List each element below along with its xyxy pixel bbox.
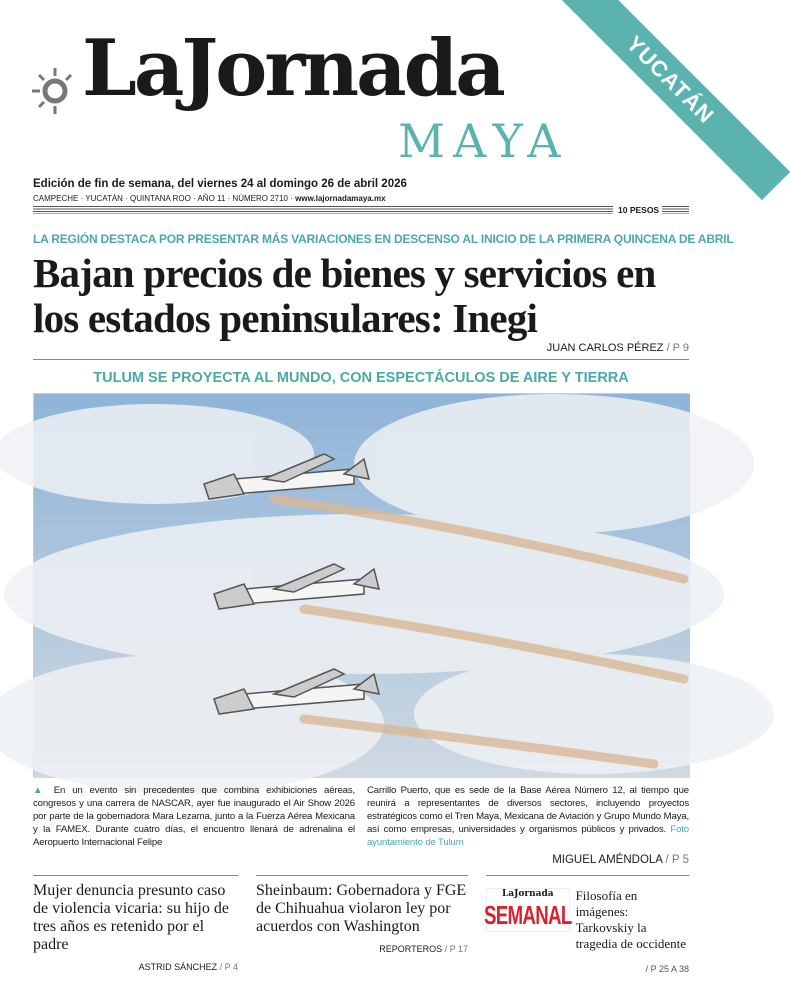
story-column (256, 875, 468, 976)
photo-credit: Foto ayuntamiento de Tulum (367, 824, 689, 848)
author: JUAN CARLOS PÉREZ (546, 342, 664, 354)
region-ribbon: YUCATÁN (550, 0, 790, 200)
author: MIGUEL AMÉNDOLA (552, 854, 663, 866)
triangle-up-icon: ▲ (33, 785, 47, 796)
page-ref: / P 17 (444, 944, 468, 954)
supplement-name: SEMANAL (484, 900, 572, 930)
author: ASTRID SÁNCHEZ (138, 962, 218, 972)
website-link[interactable]: www.lajornadamaya.mx (295, 194, 386, 203)
photo-byline (33, 853, 689, 867)
states: CAMPECHE · YUCATÁN · QUINTANA ROO · AÑO 11 · NÚMERO 2710 · (33, 194, 296, 203)
logo-subtitle: MAYA (398, 114, 569, 168)
logo: LaJornada (82, 23, 503, 114)
divider (33, 206, 613, 214)
story-byline (256, 942, 468, 956)
page-ref: / P 9 (666, 342, 689, 354)
edition-date: Edición de fin de semana, del viernes 24 al domingo 26 de abril 2026 (33, 178, 407, 190)
divider (33, 359, 689, 360)
photo-captions (33, 784, 689, 849)
story-headline[interactable]: Filosofía en imágenes: Tarkovskiy la tragedia de occidente (575, 888, 686, 951)
lead-byline (33, 341, 689, 355)
photo-caption-left (33, 784, 355, 849)
sun-logo-icon (30, 66, 80, 116)
photo-story-title[interactable]: TULUM SE PROYECTA AL MUNDO, CON ESPECTÁCULOS DE AIRE Y TIERRA (93, 370, 629, 386)
price: 10 PESOS (618, 205, 660, 215)
semanal-block (486, 888, 689, 952)
supplement-small: LaJornada (501, 889, 554, 899)
author: REPORTEROS (379, 944, 443, 954)
caption-text: En un evento sin precedentes que combina exhibiciones aéreas, congresos y una carrera de NASCAR, ayer fue inaugurado el Air Show 2026 por parte de la gobernadora Mara Lezama, junto a la Fuerza Aérea Mexicana y la FAMEX. Durante cuatro días, el encuentro llenará de adrenalina el Aeropuerto Internacional Felipe (33, 785, 355, 848)
page-ref: / P 4 (219, 962, 238, 972)
story-headline[interactable]: Sheinbaum: Gobernadora y FGE de Chihuahua violaron ley por acuerdos con Washington (256, 882, 467, 935)
story-column (486, 875, 689, 976)
lead-kicker: LA REGIÓN DESTACA POR PRESENTAR MÁS VARIACIONES EN DESCENSO AL INICIO DE LA PRIMERA QUINCENA DE ABRIL (33, 232, 734, 246)
divider (256, 875, 468, 876)
story-headline[interactable]: Mujer denuncia presunto caso de violencia vicaria: su hijo de tres años es retenido por el padre (33, 882, 229, 953)
divider (33, 875, 238, 876)
divider (486, 875, 689, 876)
story-column (33, 875, 238, 976)
story-byline (33, 960, 238, 974)
divider (662, 206, 689, 214)
secondary-stories (33, 875, 689, 976)
main-content (33, 232, 734, 976)
lead-headline[interactable]: Bajan precios de bienes y servicios en los estados peninsulares: Inegi (33, 250, 656, 341)
photo-caption-right (367, 784, 689, 849)
page-ref: / P 5 (665, 854, 689, 866)
edition-info (33, 194, 386, 203)
caption-text: Carrillo Puerto, que es sede de la Base Aérea Número 12, al tiempo que reunirá a representantes de diversos sectores, incluyendo proyectos estratégicos como el Tren Maya, Mexicana de Aviación y Grupo Mundo Maya, así como empresas, universidades y organismos públicos y privados. (367, 785, 689, 835)
page-ref: / P 25 A 38 (645, 964, 689, 974)
semanal-logo (486, 888, 570, 932)
airshow-photo (33, 393, 689, 777)
